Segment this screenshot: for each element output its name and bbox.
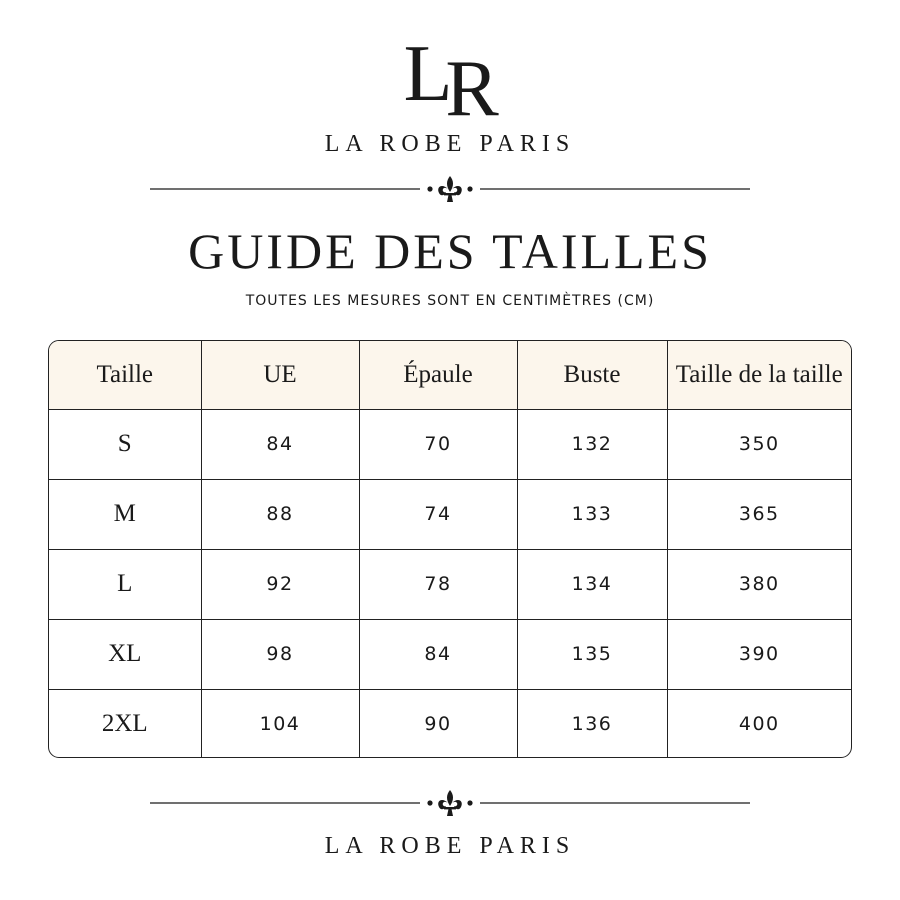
cell-ue: 92 [201, 549, 359, 619]
brand-name-top: LA ROBE PARIS [324, 131, 576, 157]
cell-taille-de-la-taille: 390 [667, 619, 851, 689]
cell-ue: 98 [201, 619, 359, 689]
cell-buste: 136 [517, 689, 667, 758]
header-taille: Taille [49, 341, 201, 409]
svg-text:L: L [403, 30, 453, 118]
cell-ue: 104 [201, 689, 359, 758]
cell-size: S [49, 409, 201, 479]
table-row [49, 549, 851, 619]
cell-epaule: 78 [359, 549, 517, 619]
cell-size: M [49, 479, 201, 549]
cell-epaule: 90 [359, 689, 517, 758]
svg-text:R: R [445, 45, 499, 130]
table-row [49, 619, 851, 689]
table-row [49, 409, 851, 479]
lr-monogram-logo [0, 20, 900, 130]
header-taille-de-la-taille: Taille de la taille [667, 341, 851, 409]
ornament-divider-top [150, 174, 750, 204]
cell-ue: 88 [201, 479, 359, 549]
ornament-divider-bottom [150, 788, 750, 818]
size-table [48, 340, 852, 758]
table-row [49, 689, 851, 758]
cell-buste: 135 [517, 619, 667, 689]
header-buste: Buste [517, 341, 667, 409]
header-epaule: Épaule [359, 341, 517, 409]
cell-taille-de-la-taille: 350 [667, 409, 851, 479]
cell-size: L [49, 549, 201, 619]
table-header-row [49, 341, 851, 409]
cell-taille-de-la-taille: 400 [667, 689, 851, 758]
cell-taille-de-la-taille: 365 [667, 479, 851, 549]
table-row [49, 479, 851, 549]
cell-epaule: 84 [359, 619, 517, 689]
cell-taille-de-la-taille: 380 [667, 549, 851, 619]
fleur-de-lis-icon [438, 790, 462, 816]
cell-size: XL [49, 619, 201, 689]
brand-name-bottom: LA ROBE PARIS [324, 833, 576, 859]
cell-epaule: 74 [359, 479, 517, 549]
cell-buste: 133 [517, 479, 667, 549]
page-subtitle: TOUTES LES MESURES SONT EN CENTIMÈTRES (CM) [245, 293, 655, 309]
cell-epaule: 70 [359, 409, 517, 479]
cell-size: 2XL [49, 689, 201, 758]
page-title: GUIDE DES TAILLES [188, 223, 712, 279]
cell-buste: 132 [517, 409, 667, 479]
cell-ue: 84 [201, 409, 359, 479]
cell-buste: 134 [517, 549, 667, 619]
header-ue: UE [201, 341, 359, 409]
fleur-de-lis-icon [438, 176, 462, 202]
